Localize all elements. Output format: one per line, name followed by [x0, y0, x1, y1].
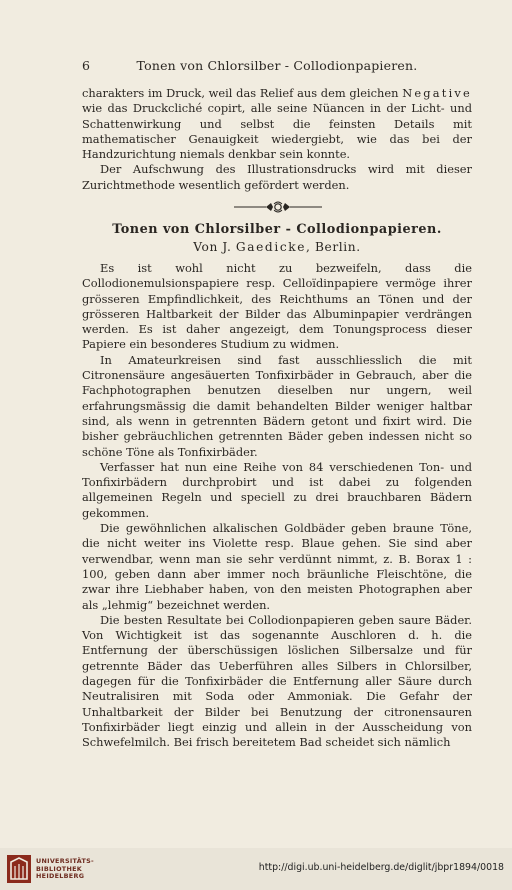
intro-text — [82, 86, 472, 193]
body-paragraph: Verfasser hat nun eine Reihe von 84 verschiedenen Ton- und Tonfixirbädern durchprobirt und ist dabei zu folgenden allgemeinen Regeln und speciell zu drei brauchbaren Bädern gekommen. — [82, 459, 472, 520]
intro-paragraph-2: Der Aufschwung des Illustrationsdrucks wird mit dieser Zurichtmethode wesentlich gefördert werden. — [82, 162, 472, 192]
intro-paragraph-1: charakters im Druck, weil das Relief aus dem gleichen Negative wie das Druckcliché copirt, alle seine Nüancen in der Licht- und Schattenwirkung und selbst die feinsten Details mit mathematischer Genauigkeit wiedergiebt, wie das bei der Handzurichtung niemals denkbar sein konnte. — [82, 86, 472, 162]
university-library-logo-icon — [6, 854, 32, 884]
article-title: Tonen von Chlorsilber - Collodionpapieren. — [112, 222, 442, 237]
body-paragraph: Die besten Resultate bei Collodionpapieren geben saure Bäder. Von Wichtigkeit ist das sogenannte Auschloren d. h. die Entfernung der überschüssigen löslichen Silbersalze und für getrennte Bäder das Ueberführen alles Silbers in Chlorsilber, dagegen für die Tonfixirbäder die Entfernung aller Säure durch Neutralisiren mit Soda oder Ammoniak. Die Gefahr der Unhaltbarkeit der Bilder bei Benutzung der citronensauren Tonfixirbäder liegt einzig und allein in der Ausscheidung von Schwefelmilch. Bei frisch bereitetem Bad scheidet sich nämlich — [82, 612, 472, 750]
page-number: 6 — [82, 58, 90, 73]
body-paragraph: In Amateurkreisen sind fast ausschliesslich die mit Citronensäure angesäuerten Tonfixirbäder in Gebrauch, aber die Fachphotographen benutzen dieselben nur ungern, weil erfahrungsmässig die damit behandelten Bilder weniger haltbar sind, als wenn in getrennten Bädern getont und fixirt wird. Die bisher gebräuchlichen getrennten Bäder geben indessen nicht so schöne Töne als Tonfixirbäder. — [82, 352, 472, 459]
body-paragraph: Die gewöhnlichen alkalischen Goldbäder geben braune Töne, die nicht weiter ins Violette resp. Blaue gehen. Sie sind aber verwendbar, wenn man sie sehr verdünnt nimmt, z. B. Borax 1 : 100, geben dann aber immer noch bräunliche Fleischtöne, die zwar ihre Liebhaber haben, von den meisten Photographen aber als „lehmig“ bezeichnet werden. — [82, 521, 472, 612]
permalink-url[interactable]: http://digi.ub.uni-heidelberg.de/diglit/jbpr1894/0018 — [258, 862, 504, 873]
ornament-divider-icon — [232, 200, 324, 214]
digitization-footer — [0, 848, 512, 890]
body-paragraph: Es ist wohl nicht zu bezweifeln, dass die Collodionemulsionspapiere resp. Celloïdinpapiere vermöge ihrer grösseren Empfindlichkeit, des Reichthums an Tönen und der grösseren Haltbarkeit der Bilder das Albuminpapier verdrängen werden. Es ist daher angezeigt, dem Tonungsprocess dieser Papiere ein besonderes Studium zu widmen. — [82, 261, 472, 352]
library-name: UNIVERSITÄTS- BIBLIOTHEK HEIDELBERG — [36, 857, 94, 881]
article-body — [82, 261, 472, 751]
page-header — [82, 58, 472, 74]
article-author: Von J. Gaedicke, Berlin. — [193, 240, 361, 254]
running-title: Tonen von Chlorsilber - Collodionpapieren. — [136, 58, 418, 73]
